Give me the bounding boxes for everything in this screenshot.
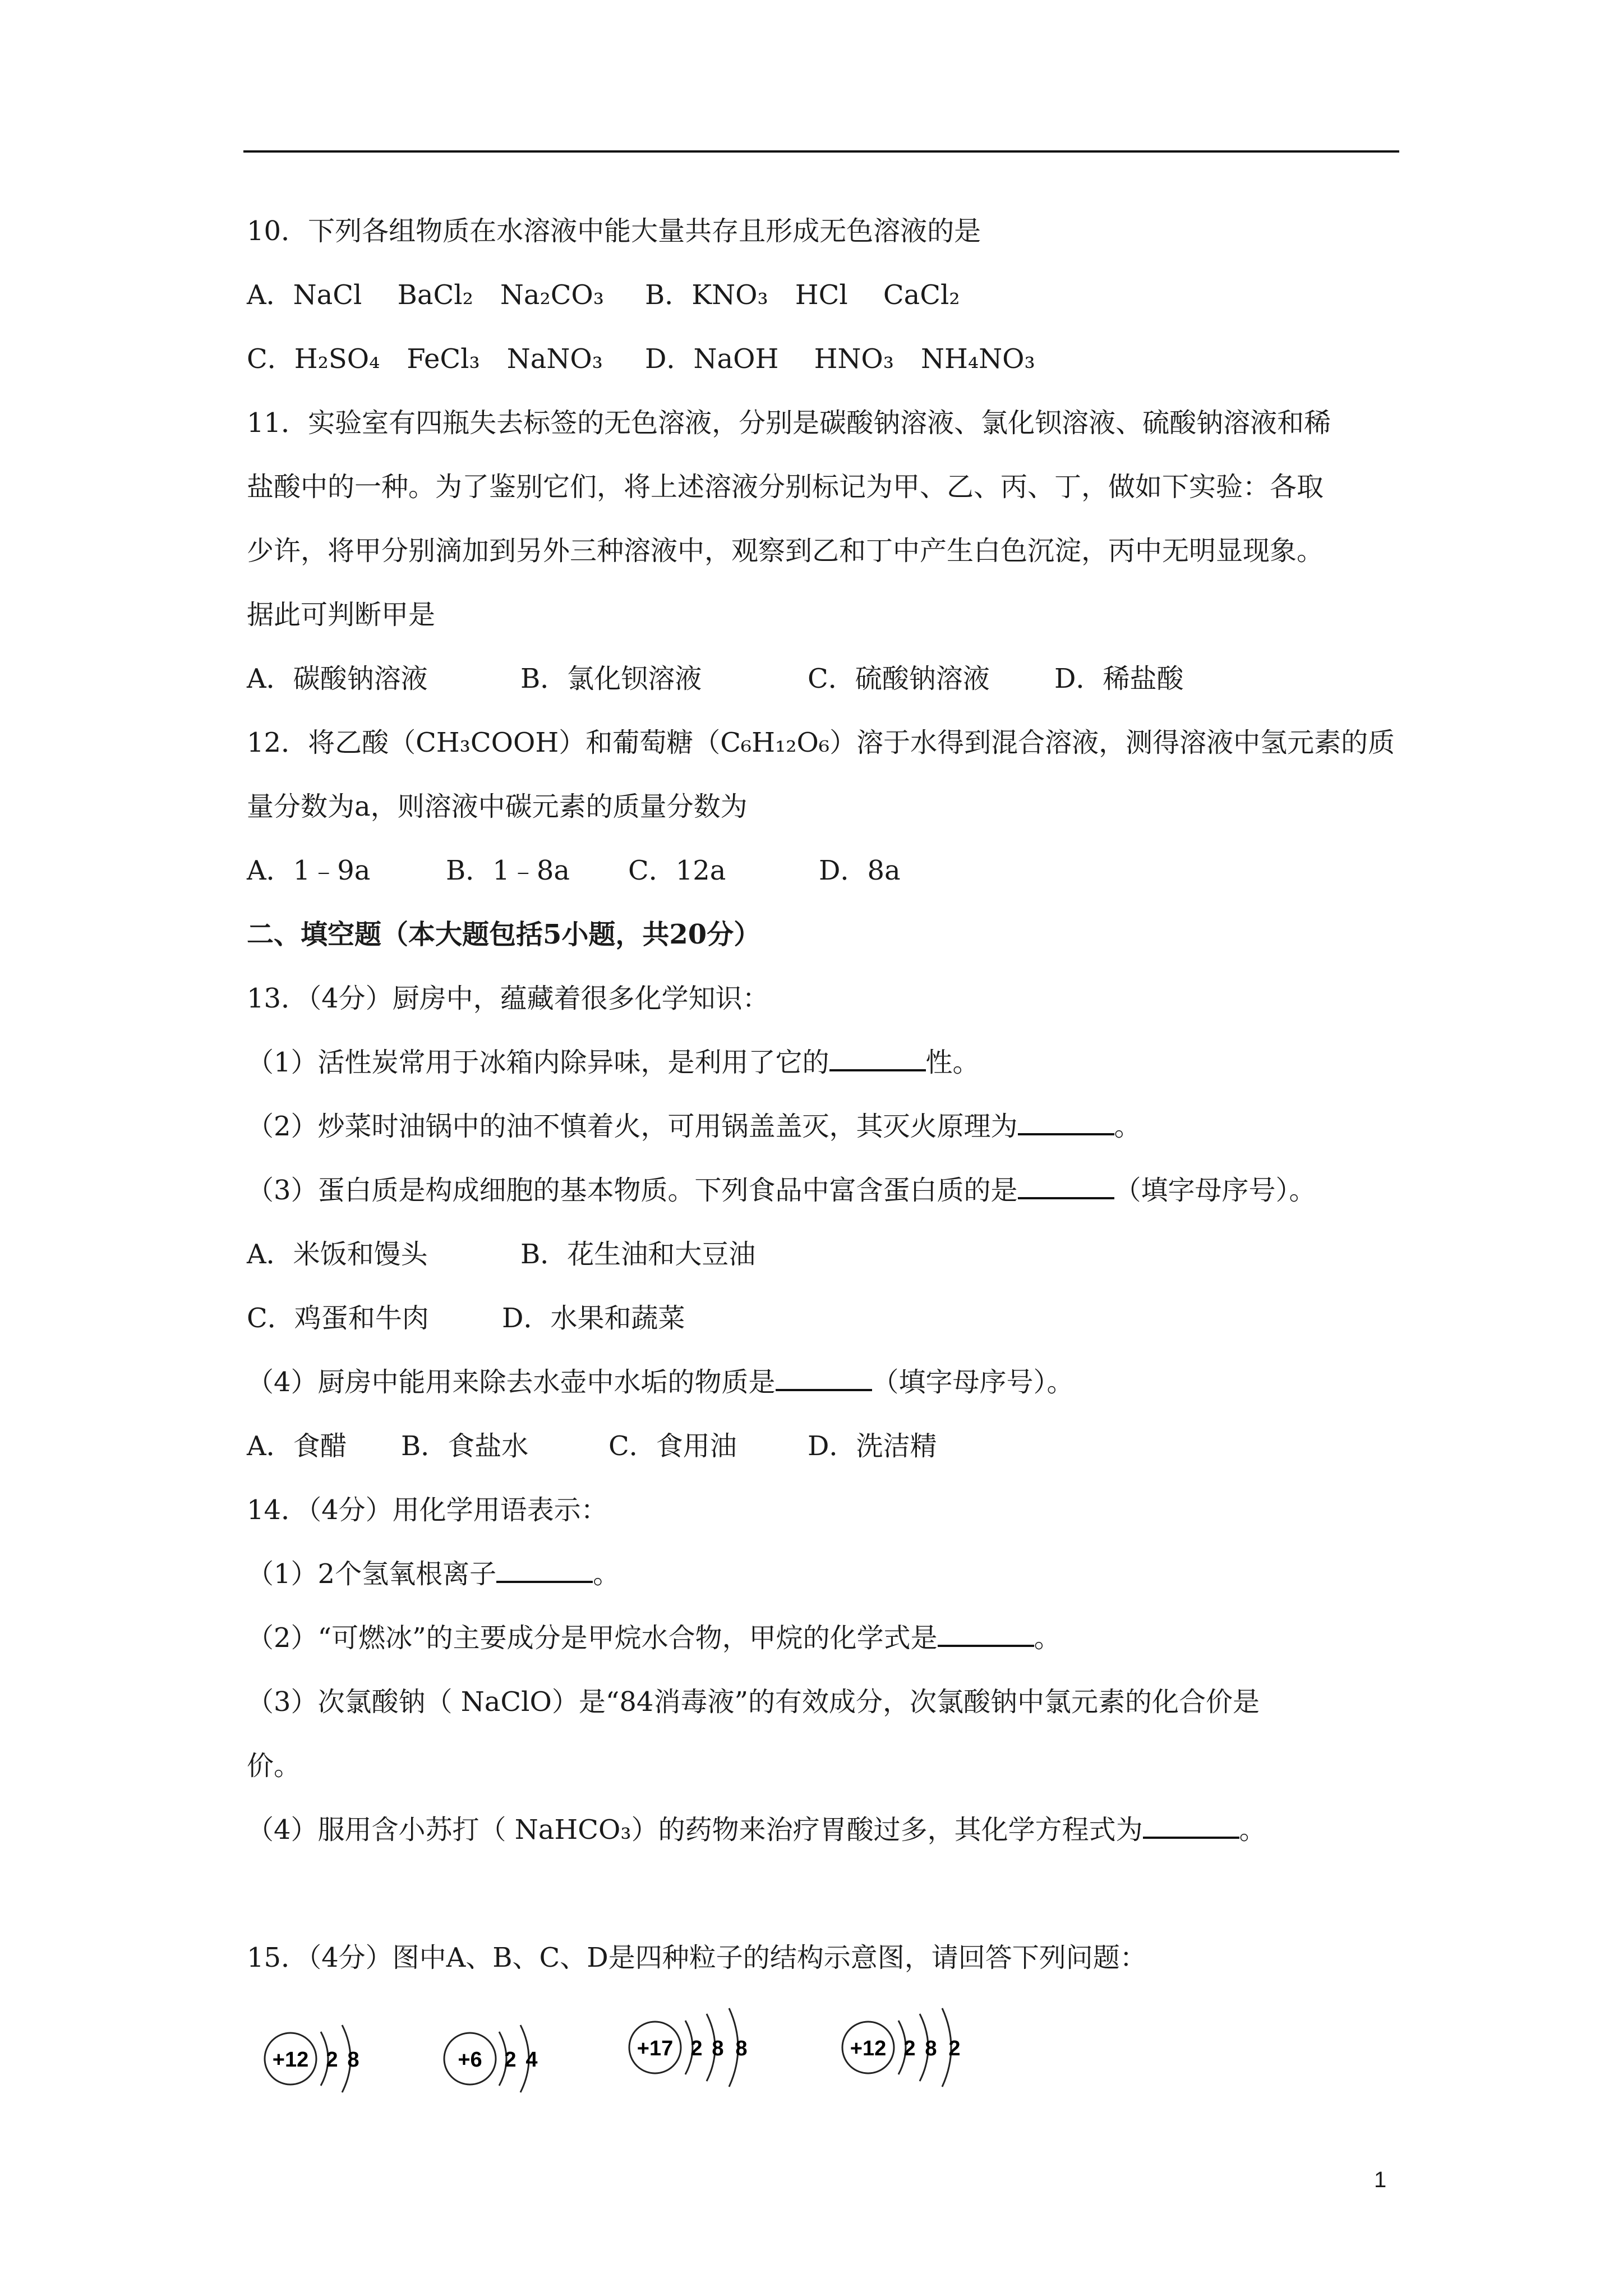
q14-part-4 (247, 1813, 1266, 1847)
q11-option-d: D．稀盐酸 (1054, 663, 1184, 694)
q10-option-c: C．H₂SO₄ FeCl₃ NaNO₃ (247, 343, 603, 375)
q11-line-2: 盐酸中的一种。为了鉴别它们，将上述溶液分别标记为甲、乙、丙、丁，做如下实验：各取 (247, 471, 1324, 503)
page-number: 1 (1374, 2168, 1387, 2192)
q14-stem: 14．（4分）用化学用语表示： (247, 1494, 608, 1526)
q12-option-d: D．8a (819, 855, 901, 886)
q12-option-c: C．12a (628, 855, 726, 886)
q12-option-b: B．1﹣8a (446, 855, 570, 886)
q14-part-1-text: （1）2个氢氧根离子 (247, 1558, 497, 1590)
q10-option-a: A．NaCl BaCl₂ Na₂CO₃ (247, 279, 605, 311)
q12-option-a: A．1﹣9a (247, 855, 371, 886)
atom-diagram-c (623, 1997, 836, 2098)
q14-part-3-tail: 价。 (247, 1750, 301, 1782)
shell-electrons: 8 (347, 2048, 359, 2072)
q13-option-b: B．花生油和大豆油 (520, 1239, 756, 1270)
q14-part-2-text: （2）“可燃冰”的主要成分是甲烷水合物，甲烷的化学式是 (247, 1622, 938, 1654)
answer-blank (496, 1558, 593, 1583)
q10-stem: 10．下列各组物质在水溶液中能大量共存且形成无色溶液的是 (247, 215, 981, 247)
q13-part-4-text: （4）厨房中能用来除去水壶中水垢的物质是 (247, 1366, 776, 1398)
shell-electrons: 2 (948, 2037, 961, 2060)
q13-part-3-text: （3）蛋白质是构成细胞的基本物质。下列食品中富含蛋白质的是 (247, 1175, 1018, 1206)
answer-blank (1143, 1814, 1239, 1839)
atom-diagram-a (258, 2008, 471, 2109)
q13-part-1-tail: 性。 (925, 1047, 980, 1078)
q13-option-a: A．米饭和馒头 (247, 1239, 428, 1270)
q11-line-3: 少许，将甲分别滴加到另外三种溶液中，观察到乙和丁中产生白色沉淀，丙中无明显现象。 (247, 535, 1324, 567)
q13-sub-option-a: A．食醋 (247, 1430, 347, 1462)
nucleus-charge: +6 (458, 2048, 482, 2072)
shell-electrons: 2 (903, 2037, 916, 2060)
q11-option-b: B．氯化钡溶液 (520, 663, 702, 694)
q14-part-4-text: （4）服用含小苏打（ NaHCO₃）的药物来治疗胃酸过多，其化学方程式为 (247, 1814, 1143, 1846)
nucleus-charge: +12 (272, 2048, 309, 2072)
q13-stem: 13．（4分）厨房中，蕴藏着很多化学知识： (247, 983, 769, 1014)
q12-line-1: 12．将乙酸（CH₃COOH）和葡萄糖（C₆H₁₂O₆）溶于水得到混合溶液，测得溶液中氢元素的质 (247, 727, 1395, 758)
q12-line-2: 量分数为a，则溶液中碳元素的质量分数为 (247, 791, 748, 822)
q13-sub-option-c: C．食用油 (608, 1430, 737, 1462)
shell-electrons: 8 (925, 2037, 937, 2060)
section-heading: 二、填空题（本大题包括5小题，共20分） (247, 919, 761, 950)
q13-part-1-text: （1）活性炭常用于冰箱内除异味，是利用了它的 (247, 1047, 829, 1078)
q14-part-1-tail: 。 (593, 1558, 620, 1590)
q14-part-2 (247, 1621, 1061, 1655)
q13-part-2-tail: 。 (1114, 1111, 1141, 1142)
shell-electrons: 8 (712, 2037, 724, 2060)
nucleus-charge: +17 (637, 2037, 674, 2060)
answer-blank (1018, 1175, 1114, 1199)
q13-option-d: D．水果和蔬菜 (502, 1303, 685, 1334)
answer-blank (829, 1047, 926, 1071)
answer-blank (776, 1366, 872, 1391)
answer-blank (1018, 1111, 1114, 1135)
q13-part-4-tail: （填字母序号）。 (872, 1366, 1074, 1398)
header-rule (243, 150, 1399, 153)
q10-option-b: B．KNO₃ HCl CaCl₂ (645, 279, 960, 311)
q14-part-3: （3）次氯酸钠（ NaClO）是“84消毒液”的有效成分，次氯酸钠中氯元素的化合价是 (247, 1686, 1260, 1718)
shell-electrons: 4 (525, 2048, 538, 2072)
q13-part-4 (247, 1365, 1074, 1399)
q14-part-1 (247, 1557, 620, 1591)
q13-sub-option-d: D．洗洁精 (808, 1430, 937, 1462)
q10-option-d: D．NaOH HNO₃ NH₄NO₃ (645, 343, 1035, 375)
q13-part-1 (247, 1046, 980, 1079)
q11-line-4: 据此可判断甲是 (247, 599, 436, 631)
q15-stem: 15．（4分）图中A、B、C、D是四种粒子的结构示意图，请回答下列问题： (247, 1942, 1147, 1973)
shell-electrons: 2 (326, 2048, 338, 2072)
shell-electrons: 8 (735, 2037, 748, 2060)
shell-electrons: 2 (504, 2048, 517, 2072)
answer-blank (938, 1622, 1034, 1647)
q11-option-a: A．碳酸钠溶液 (247, 663, 428, 694)
q13-part-2-text: （2）炒菜时油锅中的油不慎着火，可用锅盖盖灭，其灭火原理为 (247, 1111, 1018, 1142)
q14-part-2-tail: 。 (1034, 1622, 1061, 1654)
q13-part-2 (247, 1110, 1141, 1143)
nucleus-charge: +12 (850, 2037, 887, 2060)
atom-diagram-d (836, 1997, 1049, 2098)
q13-sub-option-b: B．食盐水 (401, 1430, 529, 1462)
shell-electrons: 2 (690, 2037, 703, 2060)
q11-option-c: C．硫酸钠溶液 (808, 663, 990, 694)
q13-option-c: C．鸡蛋和牛肉 (247, 1303, 429, 1334)
q11-line-1: 11．实验室有四瓶失去标签的无色溶液，分别是碳酸钠溶液、氯化钡溶液、硫酸钠溶液和稀 (247, 407, 1331, 439)
q13-part-3-tail: （填字母序号）。 (1114, 1175, 1316, 1206)
q13-part-3 (247, 1174, 1316, 1207)
q14-part-4-tail: 。 (1239, 1814, 1266, 1846)
